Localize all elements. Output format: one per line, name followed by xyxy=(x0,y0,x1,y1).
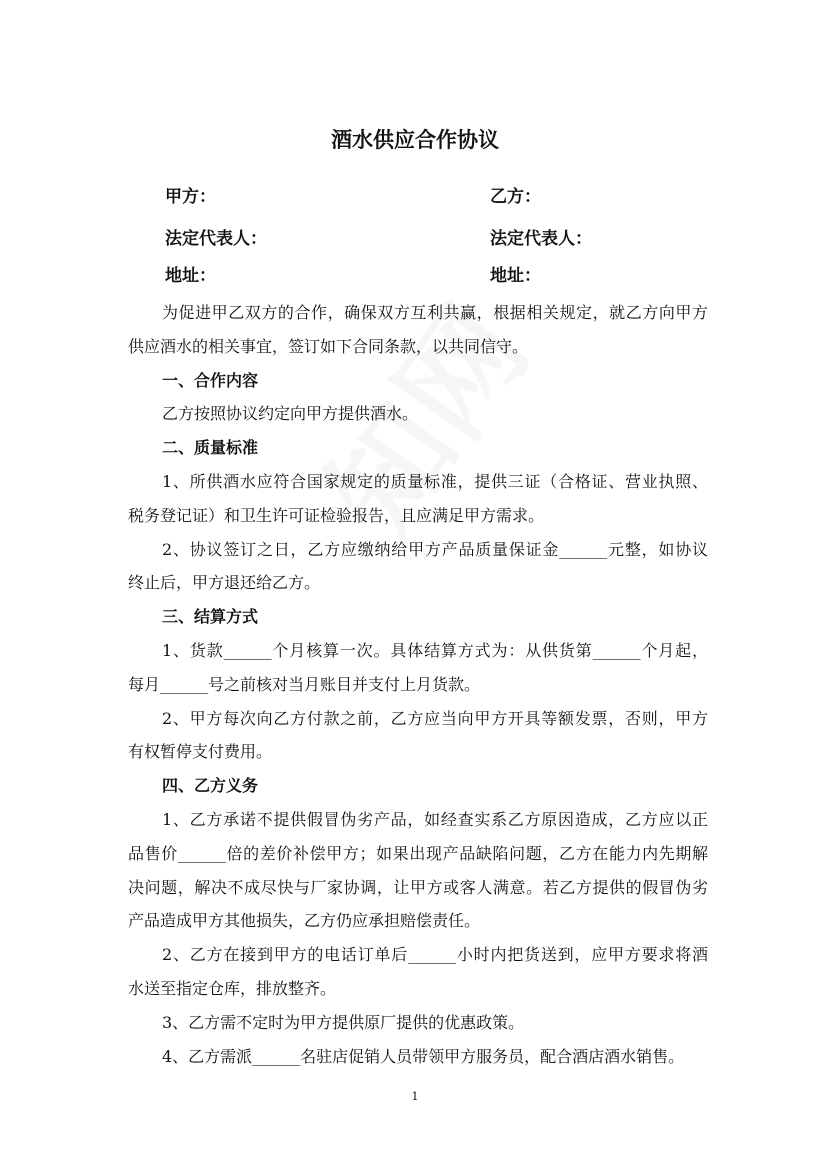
paragraph xyxy=(128,1006,708,1040)
section-heading xyxy=(128,364,708,398)
paragraph xyxy=(128,702,708,770)
section-heading xyxy=(128,769,708,803)
paragraph xyxy=(128,533,708,601)
text-line: 为促进甲乙双方的合作，确保双方互利共赢，根据相关规定，就乙方向甲方 xyxy=(162,303,708,322)
document-body xyxy=(128,296,708,1073)
text-line: 产品造成甲方其他损失，乙方仍应承担赔偿责任。 xyxy=(128,911,481,931)
section-heading xyxy=(128,431,708,465)
text-line: 税务登记证）和卫生许可证检验报告，且应满足甲方需求。 xyxy=(128,505,545,525)
text-line: 供应酒水的相关事宜，签订如下合同条款，以共同信守。 xyxy=(128,336,529,356)
paragraph xyxy=(128,465,708,533)
party-b-address-label: 地址： xyxy=(490,266,541,286)
paragraph xyxy=(128,397,708,431)
page-number: 1 xyxy=(411,1090,419,1103)
text-line: 2、协议签订之日，乙方应缴纳给甲方产品质量保证金______元整，如协议 xyxy=(162,539,708,559)
text-line: 每月______号之前核对当月账目并支付上月货款。 xyxy=(128,674,481,694)
text-line: 1、所供酒水应符合国家规定的质量标准，提供三证（合格证、营业执照、 xyxy=(162,471,708,491)
text-line: 一、合作内容 xyxy=(162,370,259,390)
text-line: 3、乙方需不定时为甲方提供原厂提供的优惠政策。 xyxy=(162,1012,525,1032)
party-a-label: 甲方： xyxy=(165,187,216,207)
paragraph xyxy=(128,938,708,1006)
text-line: 乙方按照协议约定向甲方提供酒水。 xyxy=(162,404,419,424)
text-line: 水送至指定仓库，排放整齐。 xyxy=(128,978,337,998)
text-line: 1、货款______个月核算一次。具体结算方式为：从供货第______个月起， xyxy=(162,640,708,660)
text-line: 决问题，解决不成尽快与厂家协调，让甲方或客人满意。若乙方提供的假冒伪劣 xyxy=(128,877,708,897)
paragraph xyxy=(128,1040,708,1074)
text-line: 二、质量标准 xyxy=(162,438,259,458)
text-line: 1、乙方承诺不提供假冒伪劣产品，如经查实系乙方原因造成，乙方应以正 xyxy=(162,809,708,829)
party-b-representative-label: 法定代表人： xyxy=(490,229,592,249)
text-line: 2、乙方在接到甲方的电话订单后______小时内把货送到，应甲方要求将酒 xyxy=(162,945,708,965)
text-line: 4、乙方需派______名驻店促销人员带领甲方服务员，配合酒店酒水销售。 xyxy=(162,1046,685,1066)
paragraph xyxy=(128,634,708,702)
text-line: 三、结算方式 xyxy=(162,607,259,627)
section-heading xyxy=(128,600,708,634)
document-title: 酒水供应合作协议 xyxy=(331,128,499,152)
party-a-representative-label: 法定代表人： xyxy=(165,229,267,249)
text-line: 有权暂停支付费用。 xyxy=(128,742,273,762)
text-line: 品售价______倍的差价补偿甲方；如果出现产品缺陷问题，乙方在能力内先期解 xyxy=(128,843,708,863)
party-a-address-label: 地址： xyxy=(165,266,216,286)
paragraph xyxy=(128,803,708,938)
party-b-label: 乙方： xyxy=(490,187,541,207)
text-line: 2、甲方每次向乙方付款之前，乙方应当向甲方开具等额发票，否则，甲方 xyxy=(162,708,708,728)
text-line: 四、乙方义务 xyxy=(162,776,259,796)
paragraph xyxy=(128,296,708,364)
text-line: 终止后，甲方退还给乙方。 xyxy=(128,573,321,593)
